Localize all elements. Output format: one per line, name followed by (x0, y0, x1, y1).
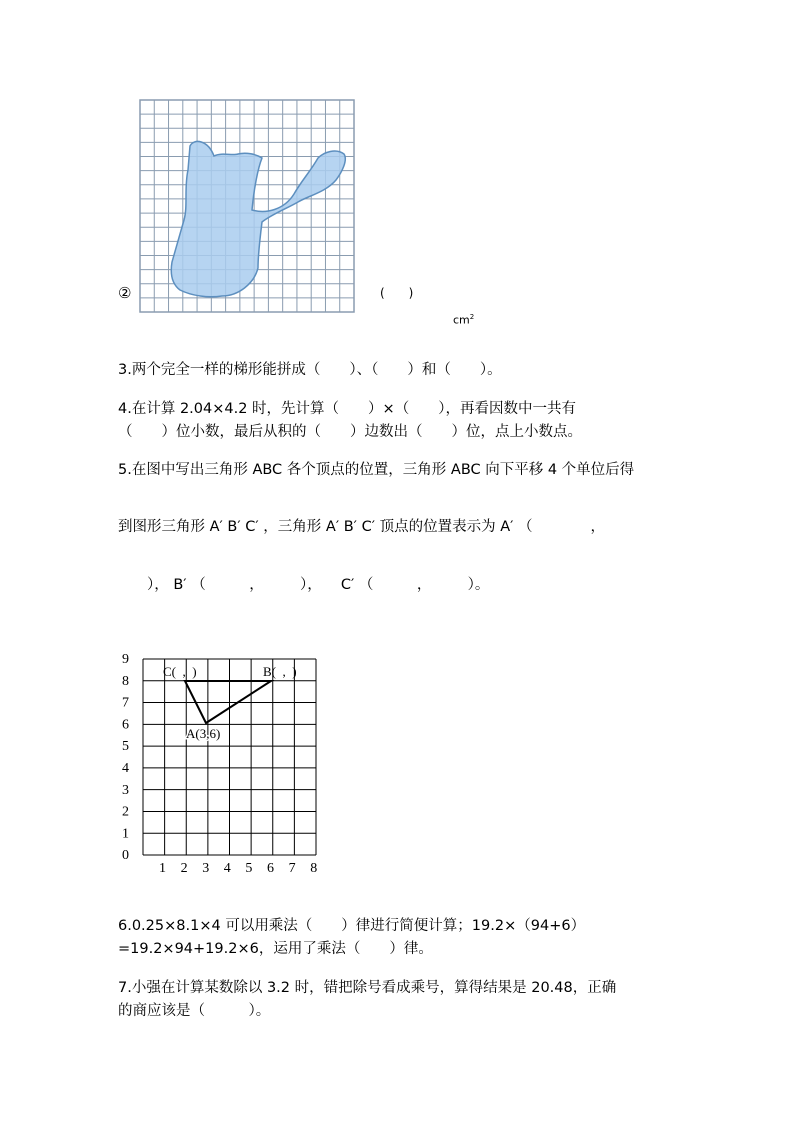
unit-text: cm (453, 313, 470, 327)
y-tick-label: 4 (122, 761, 129, 776)
x-tick-label: 3 (202, 861, 210, 875)
x-tick-label: 1 (159, 861, 166, 875)
area-unit (446, 284, 474, 332)
coordinate-grid (118, 645, 328, 875)
y-tick-label: 7 (122, 695, 129, 711)
question-5-line-3: ）， B′ （ ， ）， C′ （ ， ）。 (118, 577, 490, 593)
x-tick-label: 2 (180, 861, 188, 875)
x-tick-label: 7 (288, 861, 296, 875)
y-tick-label: 2 (122, 804, 129, 820)
x-tick-label: 4 (223, 861, 231, 875)
shape-grid-figure (138, 98, 358, 316)
y-tick-label: 6 (122, 717, 129, 733)
question-6-line-1: 6.0.25×8.1×4 可以用乘法（ ）律进行简便计算；19.2×（94+6） (118, 918, 586, 934)
question-5-line-2: 到图形三角形 A′ B′ C′ ，三角形 A′ B′ C′ 顶点的位置表示为 A′ （ ， (118, 519, 606, 535)
area-answer-paren: ( ) (380, 286, 414, 300)
question-5-line-1: 5.在图中写出三角形 ABC 各个顶点的位置，三角形 ABC 向下平移 4 个单位后得 (118, 462, 635, 478)
question-7-line-1: 7.小强在计算某数除以 3.2 时，错把除号看成乘号，算得结果是 20.48，正确 (118, 980, 617, 996)
y-tick-label: 3 (122, 782, 129, 798)
point-a-label: A(3,6) (186, 726, 221, 741)
question-6-line-2: =19.2×94+19.2×6，运用了乘法（ ）律。 (118, 941, 433, 957)
question-7-line-2: 的商应该是（ ）。 (118, 1003, 271, 1019)
y-tick-label: 1 (122, 826, 129, 842)
x-tick-label: 8 (310, 861, 318, 875)
question-4-line-2: （ ）位小数，最后从积的（ ）边数出（ ）位，点上小数点。 (118, 424, 582, 440)
triangle-abc (185, 681, 271, 723)
y-tick-label: 8 (122, 673, 129, 689)
y-tick-label: 9 (122, 652, 129, 667)
question-4-line-1: 4.在计算 2.04×4.2 时，先计算（ ）×（ ），再看因数中一共有 (118, 401, 576, 417)
y-tick-label: 0 (122, 848, 129, 864)
unit-superscript: 2 (469, 313, 475, 321)
point-b-label: B( , ) (263, 664, 297, 679)
x-tick-label: 5 (245, 861, 253, 875)
point-c-label: C( , ) (163, 664, 197, 679)
y-tick-label: 5 (122, 739, 129, 755)
x-tick-label: 6 (267, 861, 274, 875)
question-3: 3.两个完全一样的梯形能拼成（ ）、（ ）和（ ）。 (118, 362, 502, 378)
figure-number: ② (118, 284, 132, 302)
